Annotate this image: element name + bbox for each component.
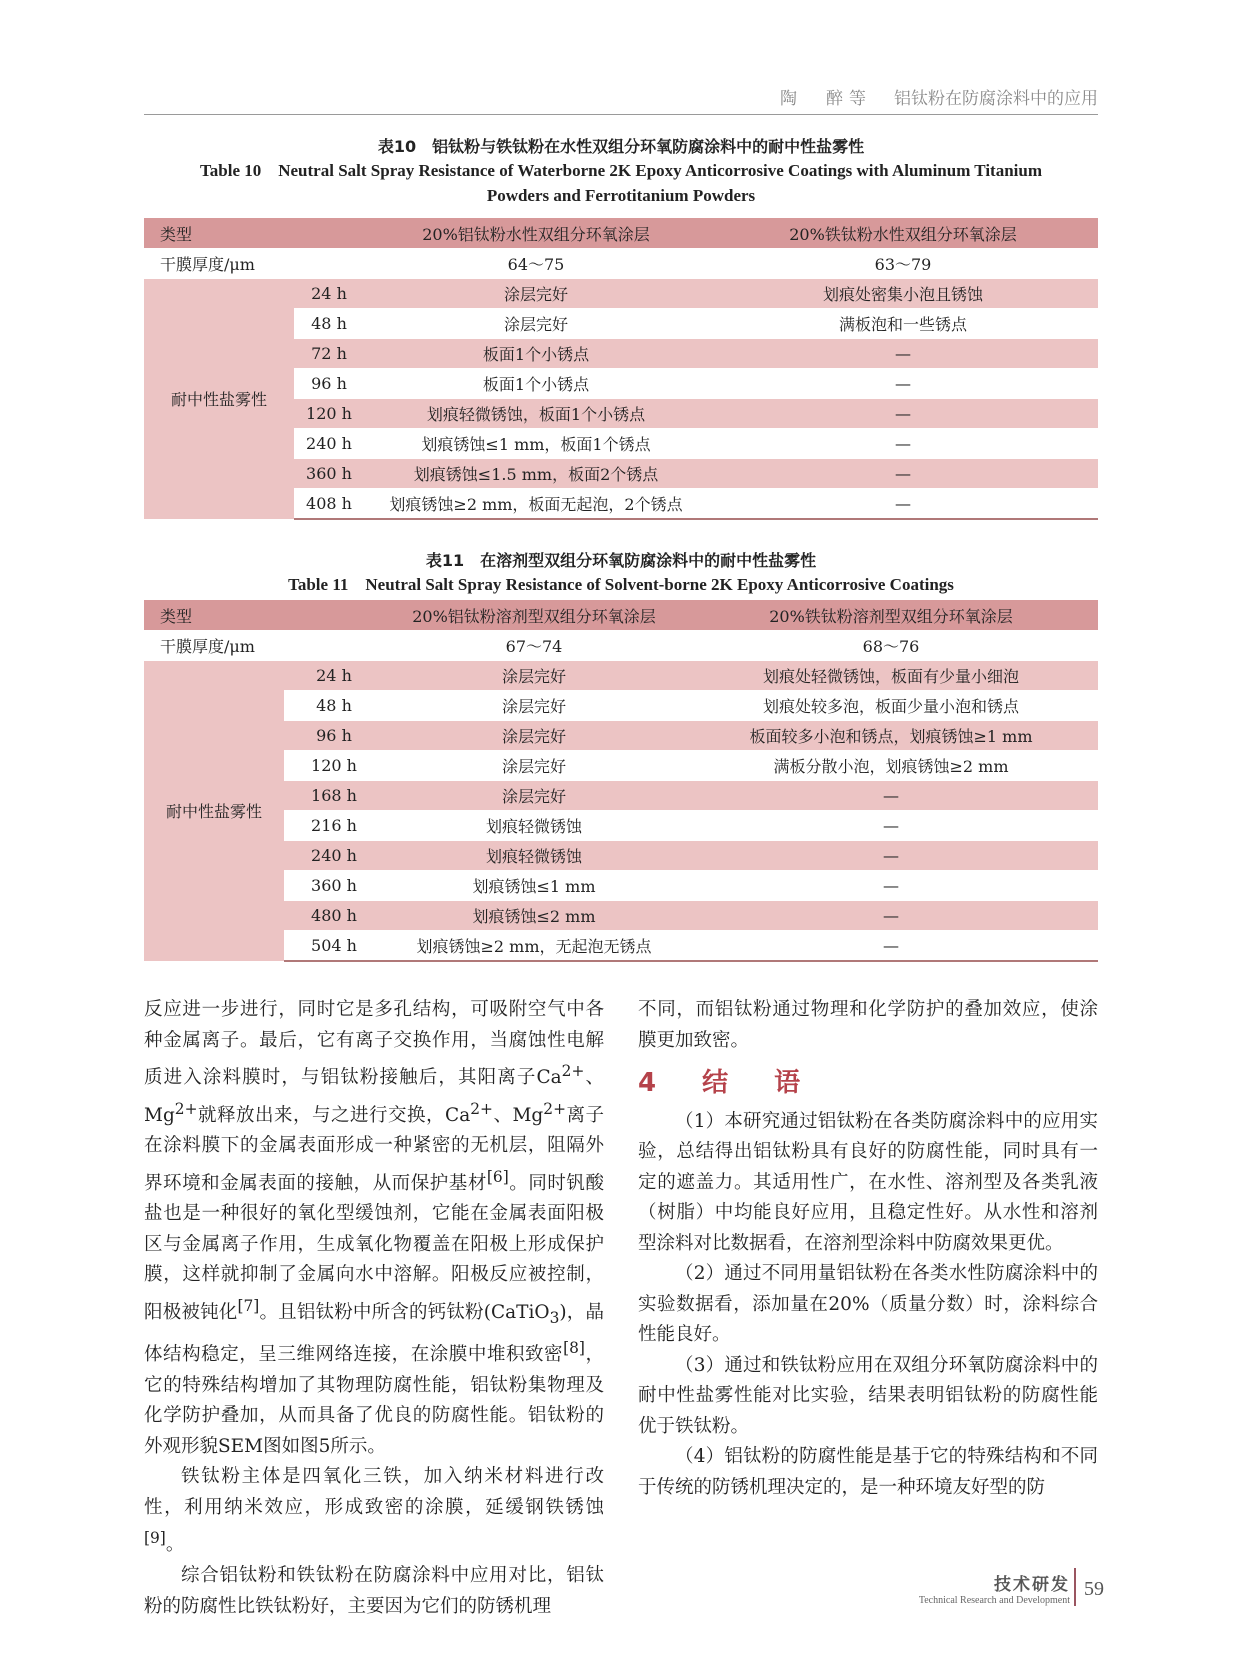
table11-aluminum-result-cell: 划痕锈蚀≥2 mm，无起泡无锈点 (384, 931, 684, 962)
table10-time-cell: 120 h (294, 399, 364, 429)
table10-aluminum-result-cell: 划痕轻微锈蚀，板面1个小锈点 (364, 399, 708, 429)
table10-time-cell: 408 h (294, 489, 364, 520)
footer-divider (1074, 1568, 1076, 1606)
table11-aluminum-result-cell: 划痕锈蚀≤1 mm (384, 871, 684, 901)
table11-row (144, 811, 1098, 841)
table10-aluminum-result-cell: 划痕锈蚀≤1.5 mm，板面2个锈点 (364, 459, 708, 489)
table11-time-cell: 216 h (284, 811, 384, 841)
table11-header-type: 类型 (144, 600, 384, 631)
table11-aluminum-result-cell: 划痕轻微锈蚀 (384, 841, 684, 871)
table11-ferro-result-cell: 满板分散小泡，划痕锈蚀≥2 mm (684, 751, 1098, 781)
table11-caption-en: Table 11 Neutral Salt Spray Resistance of Solvent-borne 2K Epoxy Anticorrosive Coatings (288, 575, 954, 594)
footer-column-en: Technical Research and Development (918, 1595, 1070, 1606)
table11-time-cell: 120 h (284, 751, 384, 781)
citation-8: [8] (563, 1339, 585, 1358)
table10-aluminum-result-cell: 涂层完好 (364, 309, 708, 339)
table11-time-cell: 504 h (284, 931, 384, 962)
table10-ferro-result-cell: — (708, 339, 1098, 369)
table10-thickness-label: 干膜厚度/μm (144, 249, 364, 279)
table11-thickness-label: 干膜厚度/μm (144, 631, 384, 661)
table11-aluminum-result-cell: 涂层完好 (384, 781, 684, 811)
conclusion-item-2: （2）通过不同用量铝钛粉在各类水性防腐涂料中的实验数据看，添加量在20%（质量分数）时，涂料综合性能良好。 (638, 1263, 1098, 1345)
table11 (144, 600, 1098, 962)
table11-row (144, 901, 1098, 931)
table10-caption-zh: 表10 铝钛粉与铁钛粉在水性双组分环氧防腐涂料中的耐中性盐雾性 (377, 137, 865, 156)
conclusion-item-1: （1）本研究通过铝钛粉在各类防腐涂料中的应用实验，总结得出铝钛粉具有良好的防腐性能，同时具有一定的遮盖力。其适用性广，在水性、溶剂型及各类乳液（树脂）中均能良好应用，且稳定性好。从水性和溶剂型涂料对比数据看，在溶剂型涂料中防腐效果更优。 (638, 1110, 1098, 1254)
table10-ferro-result-cell: — (708, 369, 1098, 399)
table10-time-cell: 24 h (294, 279, 364, 309)
table10-thickness-ferro: 63～79 (708, 249, 1098, 279)
table10-caption-en-line2: Powders and Ferrotitanium Powders (486, 186, 756, 205)
table10-header-ferrotitanium: 20%铁钛粉水性双组分环氧涂层 (708, 218, 1098, 249)
citation-6: [6] (486, 1167, 509, 1186)
left-column (144, 995, 604, 1622)
table11-header-aluminum-titanium: 20%铝钛粉溶剂型双组分环氧涂层 (384, 600, 684, 631)
table11-ferro-result-cell: — (684, 811, 1098, 841)
table11-row (144, 661, 1098, 691)
table11-time-cell: 48 h (284, 691, 384, 721)
citation-7: [7] (237, 1296, 260, 1315)
table11-ferro-result-cell: 划痕处轻微锈蚀，板面有少量小细泡 (684, 661, 1098, 691)
table10-ferro-result-cell: — (708, 399, 1098, 429)
table10-thickness-aluminum: 64～75 (364, 249, 708, 279)
page-number: 59 (1084, 1578, 1104, 1600)
table11-thickness-ferro: 68～76 (684, 631, 1098, 661)
table11-row (144, 721, 1098, 751)
footer-column-zh: 技术研发 (994, 1575, 1070, 1595)
table10-ferro-result-cell: 满板泡和一些锈点 (708, 309, 1098, 339)
table11-ferro-result-cell: — (684, 781, 1098, 811)
table11-caption-zh: 表11 在溶剂型双组分环氧防腐涂料中的耐中性盐雾性 (425, 551, 817, 570)
table10-thickness-row (144, 249, 1098, 279)
table10-ferro-result-cell: — (708, 489, 1098, 520)
conclusion-item-4: （4）铝钛粉的防腐性能是基于它的特殊结构和不同于传统的防锈机理决定的，是一种环境友好型的防 (638, 1446, 1098, 1498)
table11-ferro-result-cell: 板面较多小泡和锈点，划痕锈蚀≥1 mm (684, 721, 1098, 751)
running-head (144, 84, 1098, 115)
table10-time-cell: 360 h (294, 459, 364, 489)
table11-header-ferrotitanium: 20%铁钛粉溶剂型双组分环氧涂层 (684, 600, 1098, 631)
right-paragraph-0: 不同，而铝钛粉通过物理和化学防护的叠加效应，使涂膜更加致密。 (638, 999, 1098, 1051)
table10-ferro-result-cell: 划痕处密集小泡且锈蚀 (708, 279, 1098, 309)
table11-ferro-result-cell: — (684, 901, 1098, 931)
table10-row (144, 279, 1098, 309)
table11-aluminum-result-cell: 划痕锈蚀≤2 mm (384, 901, 684, 931)
left-paragraph-1: 反应进一步进行，同时它是多孔结构，可吸附空气中各种金属离子。最后，它有离子交换作用，当腐蚀性电解质进入涂料膜时，与铝钛粉接触后，其阳离子$Ca^{2+}$、$Mg^{2+}$就释放出来，与之进行交换，$Ca^{2+}$、$Mg^{2+}$离子在涂料膜下的金属表面形成一种紧密的无机层，阻隔外界环境和金属表面的接触，从而保护基材[6]。同时钒酸盐也是一种很好的氧化型缓蚀剂，它能在金属表面阳极区与金属离子作用，生成氧化物覆盖在阳极上形成保护膜，这样就抑制了金属向水中溶解。阳极反应被控制，阳极被钝化[7]。且铝钛粉中所含的钙钛粉(CaTiO$_3$)，晶体结构稳定，呈三维网络连接，在涂膜中堆积致密[8]，它的特殊结构增加了其物理防腐性能，铝钛粉集物理及化学防护叠加，从而具备了优良的防腐性能。铝钛粉的外观形貌SEM图如图5所示。 (144, 999, 604, 1457)
table10-aluminum-result-cell: 板面1个小锈点 (364, 339, 708, 369)
table11-group-label: 耐中性盐雾性 (144, 661, 284, 962)
table10-ferro-result-cell: — (708, 429, 1098, 459)
table10-aluminum-result-cell: 板面1个小锈点 (364, 369, 708, 399)
table10-ferro-result-cell: — (708, 459, 1098, 489)
table11-aluminum-result-cell: 涂层完好 (384, 751, 684, 781)
table11-ferro-result-cell: — (684, 931, 1098, 962)
table11-row (144, 871, 1098, 901)
table10-aluminum-result-cell: 涂层完好 (364, 279, 708, 309)
table11-time-cell: 168 h (284, 781, 384, 811)
table11-ferro-result-cell: — (684, 841, 1098, 871)
left-paragraph-2: 铁钛粉主体是四氧化三铁，加入纳米材料进行改性，利用纳米效应，形成致密的涂膜，延缓钢铁锈蚀[9]。 (144, 1466, 604, 1556)
table10-group-label: 耐中性盐雾性 (144, 279, 294, 520)
table10-caption-en (144, 158, 1098, 208)
table11-time-cell: 360 h (284, 871, 384, 901)
table11-time-cell: 240 h (284, 841, 384, 871)
table11-aluminum-result-cell: 涂层完好 (384, 721, 684, 751)
table10-time-cell: 240 h (294, 429, 364, 459)
table11-time-cell: 480 h (284, 901, 384, 931)
table10 (144, 218, 1098, 520)
citation-9: [9] (144, 1529, 166, 1548)
table10-header-aluminum-titanium: 20%铝钛粉水性双组分环氧涂层 (364, 218, 708, 249)
table11-row (144, 751, 1098, 781)
table11-row (144, 691, 1098, 721)
table11-thickness-aluminum: 67～74 (384, 631, 684, 661)
section-heading-conclusion: 4 结 语 (638, 1068, 811, 1098)
running-head-title: 铝钛粉在防腐涂料中的应用 (894, 89, 1098, 109)
table10-header-row (144, 218, 1098, 249)
table11-aluminum-result-cell: 涂层完好 (384, 691, 684, 721)
table11-ferro-result-cell: — (684, 871, 1098, 901)
table11-time-cell: 96 h (284, 721, 384, 751)
left-paragraph-3: 综合铝钛粉和铁钛粉在防腐涂料中应用对比，铝钛粉的防腐性比铁钛粉好，主要因为它们的防锈机理 (144, 1565, 604, 1617)
table10-aluminum-result-cell: 划痕锈蚀≤1 mm，板面1个锈点 (364, 429, 708, 459)
conclusion-item-3: （3）通过和铁钛粉应用在双组分环氧防腐涂料中的耐中性盐雾性能对比实验，结果表明铝钛粉的防腐性能优于铁钛粉。 (638, 1354, 1098, 1437)
table11-ferro-result-cell: 划痕处较多泡，板面少量小泡和锈点 (684, 691, 1098, 721)
table10-time-cell: 96 h (294, 369, 364, 399)
table11-aluminum-result-cell: 划痕轻微锈蚀 (384, 811, 684, 841)
table11-header-row (144, 600, 1098, 631)
table11-aluminum-result-cell: 涂层完好 (384, 661, 684, 691)
right-column (638, 995, 1098, 1503)
table11-row (144, 931, 1098, 962)
table11-time-cell: 24 h (284, 661, 384, 691)
table11-row (144, 841, 1098, 871)
footer-column-brand (919, 1570, 1070, 1606)
running-head-author: 陶 醉等 (780, 89, 872, 109)
table10-aluminum-result-cell: 划痕锈蚀≥2 mm，板面无起泡，2个锈点 (364, 489, 708, 520)
table10-caption-en-line1: Table 10 Neutral Salt Spray Resistance of Waterborne 2K Epoxy Anticorrosive Coatings with Aluminum Titanium (199, 161, 1043, 180)
table10-time-cell: 48 h (294, 309, 364, 339)
table11-thickness-row (144, 631, 1098, 661)
table11-row (144, 781, 1098, 811)
table10-time-cell: 72 h (294, 339, 364, 369)
table10-header-type: 类型 (144, 218, 364, 249)
